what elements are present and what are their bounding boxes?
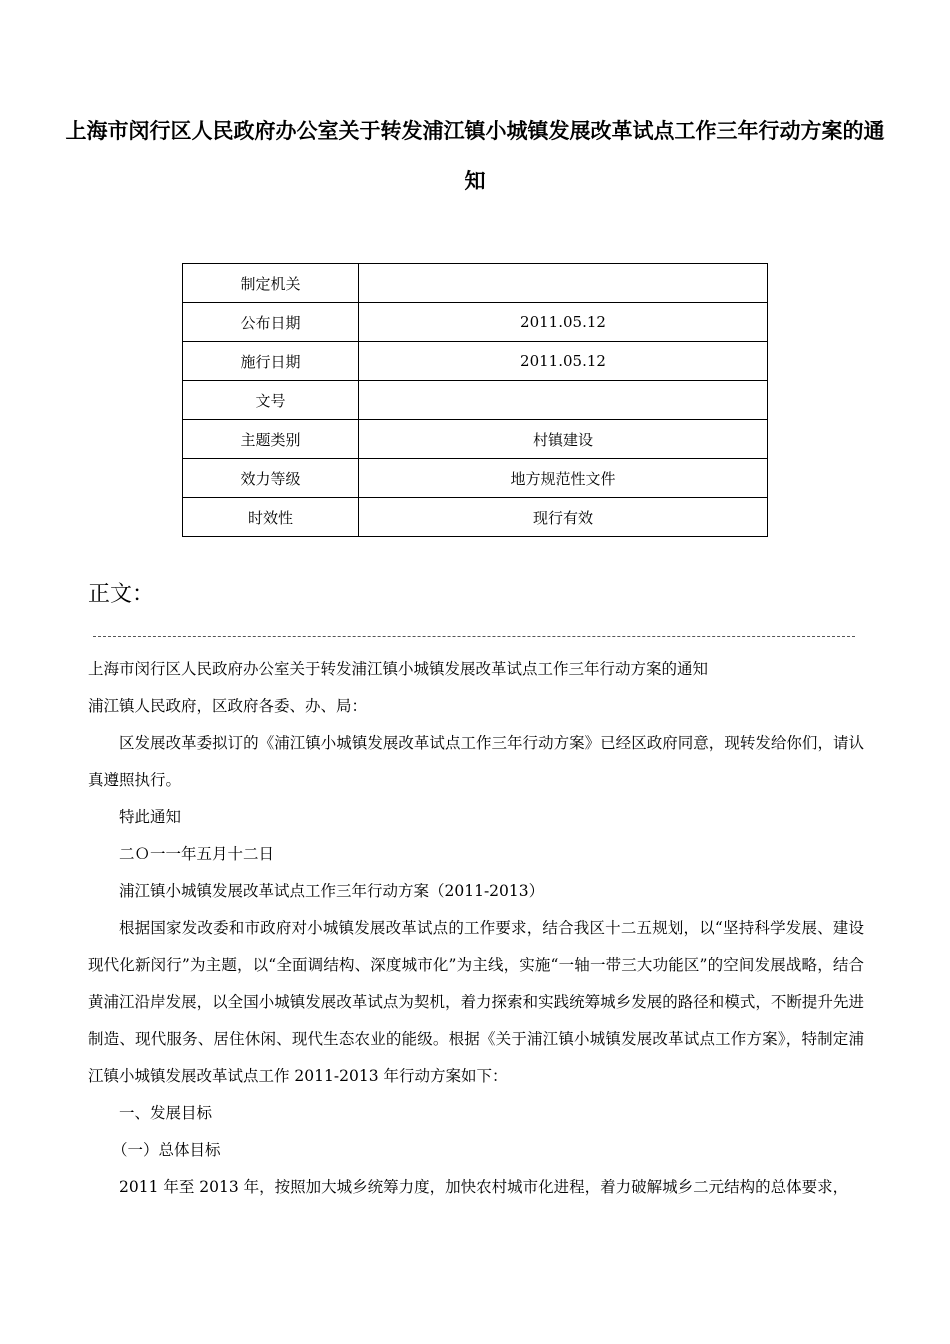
body-heading: 正文： [88,582,155,607]
document-body [88,651,864,1206]
addressee: 浦江镇人民政府，区政府各委、办、局： [88,697,368,715]
row-value [359,264,768,303]
table-row [183,381,768,420]
row-value: 地方规范性文件 [359,459,768,498]
row-value: 2011.05.12 [359,342,768,381]
row-label: 文号 [183,381,359,420]
paragraph: 区发展改革委拟订的《浦江镇小城镇发展改革试点工作三年行动方案》已经区政府同意，现转发给你们，请认真遵照执行。 [88,734,864,789]
table-row [183,459,768,498]
table-row [183,303,768,342]
table-row [183,342,768,381]
row-value: 现行有效 [359,498,768,537]
row-label: 制定机关 [183,264,359,303]
section-heading: 一、发展目标 [119,1104,213,1122]
table-row [183,498,768,537]
dashed-divider [93,636,855,637]
row-label: 施行日期 [183,342,359,381]
table-row [183,264,768,303]
row-label: 时效性 [183,498,359,537]
metadata-table [182,263,768,537]
date-line: 二Ｏ一一年五月十二日 [119,845,275,863]
row-value: 村镇建设 [359,420,768,459]
row-value: 2011.05.12 [359,303,768,342]
paragraph: 根据国家发改委和市政府对小城镇发展改革试点的工作要求，结合我区十二五规划，以“坚持科学发展、建设现代化新闵行”为主题，以“全面调结构、深度城市化”为主线，实施“一轴一带三大功能区”的空间发展战略，结合黄浦江沿岸发展，以全国小城镇发展改革试点为契机，着力探索和实践统筹城乡发展的路径和模式，不断提升先进制造、现代服务、居住休闲、现代生态农业的能级。根据《关于浦江镇小城镇发展改革试点工作方案》，特制定浦江镇小城镇发展改革试点工作 2011-2013 年行动方案如下： [88,919,864,1085]
table-row [183,420,768,459]
row-value [359,381,768,420]
row-label: 主题类别 [183,420,359,459]
document-title: 上海市闵行区人民政府办公室关于转发浦江镇小城镇发展改革试点工作三年行动方案的通知 [65,119,885,193]
paragraph: 2011 年至 2013 年，按照加大城乡统筹力度，加快农村城市化进程，着力破解城乡二元结构的总体要求， [119,1178,849,1196]
plan-title: 浦江镇小城镇发展改革试点工作三年行动方案（2011-2013） [119,882,545,900]
notice-line: 特此通知 [119,808,182,826]
row-label: 效力等级 [183,459,359,498]
subsection-heading: （一）总体目标 [112,1141,221,1159]
row-label: 公布日期 [183,303,359,342]
body-doc-title: 上海市闵行区人民政府办公室关于转发浦江镇小城镇发展改革试点工作三年行动方案的通知 [88,660,709,678]
